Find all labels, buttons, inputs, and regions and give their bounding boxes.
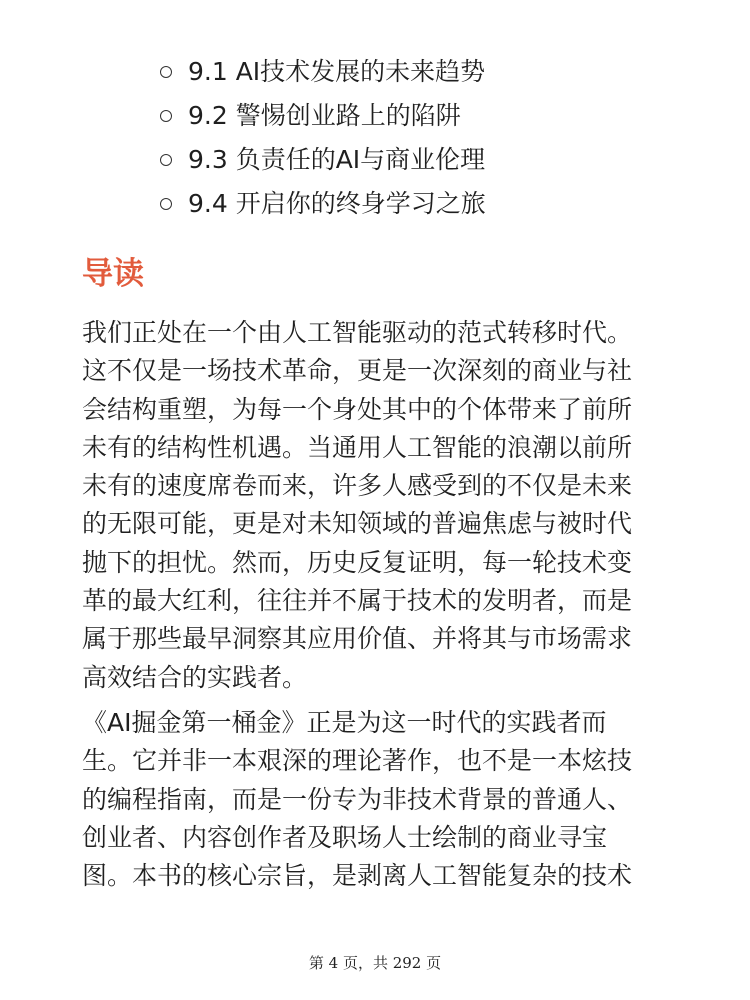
hollow-circle-bullet-icon: [160, 198, 172, 210]
paragraph: [82, 314, 682, 697]
paragraph-line: 这不仅是一场技术革命，更是一次深刻的商业与社: [82, 356, 633, 386]
toc-item-label: 9.3 负责任的AI与商业伦理: [188, 145, 486, 174]
toc-item: [160, 94, 486, 138]
toc-item: [160, 182, 486, 226]
paragraph-line: 创业者、内容创作者及职场人士绘制的商业寻宝: [82, 822, 608, 852]
toc-item-label: 9.1 AI技术发展的未来趋势: [188, 57, 486, 86]
paragraph-line: 抛下的担忧。然而，历史反复证明，每一轮技术变: [82, 547, 633, 577]
table-of-contents: [160, 50, 486, 226]
hollow-circle-bullet-icon: [160, 154, 172, 166]
hollow-circle-bullet-icon: [160, 66, 172, 78]
paragraph: [82, 704, 682, 895]
paragraph-line: 未有的速度席卷而来，许多人感受到的不仅是未来: [82, 471, 633, 501]
paragraph-line: 高效结合的实践者。: [82, 662, 308, 692]
paragraph-line: 生。它并非一本艰深的理论著作，也不是一本炫技: [82, 746, 633, 776]
body-content: [82, 314, 682, 902]
paragraph-line: 未有的结构性机遇。当通用人工智能的浪潮以前所: [82, 432, 633, 462]
paragraph-line: 我们正处在一个由人工智能驱动的范式转移时代。: [82, 318, 633, 347]
paragraph-line: 属于那些最早洞察其应用价值、并将其与市场需求: [82, 624, 633, 654]
toc-item: [160, 50, 486, 94]
toc-item-label: 9.4 开启你的终身学习之旅: [188, 189, 486, 218]
paragraph-line: 的编程指南，而是一份专为非技术背景的普通人、: [82, 784, 633, 814]
paragraph-line: 图。本书的核心宗旨，是剥离人工智能复杂的技术: [82, 861, 633, 891]
paragraph-line: 革的最大红利，往往并不属于技术的发明者，而是: [82, 586, 633, 616]
toc-item-label: 9.2 警惕创业路上的陷阱: [188, 101, 461, 130]
paragraph-line: 会结构重塑，为每一个身处其中的个体带来了前所: [82, 394, 633, 424]
paragraph-line: 的无限可能，更是对未知领域的普遍焦虑与被时代: [82, 509, 633, 539]
page-number-footer: 第 4 页，共 292 页: [308, 954, 442, 972]
section-heading: 导读: [82, 256, 144, 292]
hollow-circle-bullet-icon: [160, 110, 172, 122]
toc-item: [160, 138, 486, 182]
paragraph-line: 《AI掘金第一桶金》正是为这一时代的实践者而: [82, 707, 607, 737]
